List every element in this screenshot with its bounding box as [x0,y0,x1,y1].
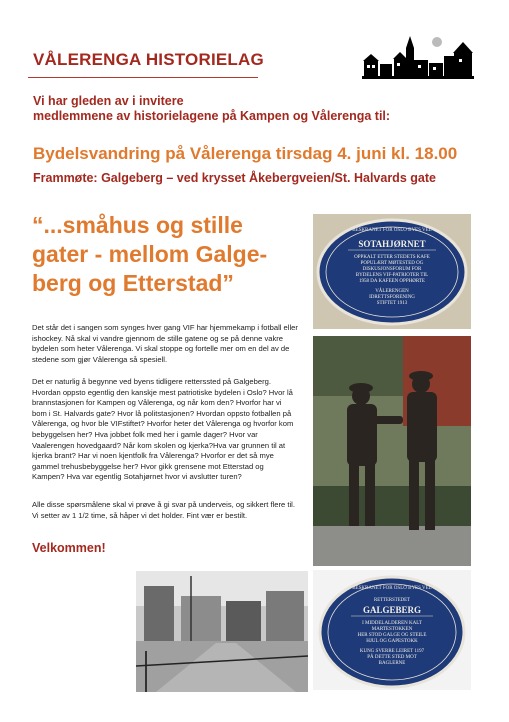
meeting-point: Frammøte: Galgeberg – ved krysset Åkebergveien/St. Halvards gate [33,171,436,185]
street-graphic [136,571,308,692]
plaque-line: PÅ DETTE STED MOT [367,655,417,660]
plaque-line: POPULÆRT MØTESTED OG [360,261,424,266]
skyline-logo [362,30,474,80]
invitation-text [33,94,413,124]
statue-photo [313,336,471,566]
street-photo [136,571,308,692]
plaque-line: KUNG SVERRE LEIRET 1197 [359,649,425,654]
plaque-line: STIFTET 1913 [376,301,408,306]
plaque-title: SOTAHJØRNET [358,239,426,249]
plaque-ring-text: BESKRANET FOR OSLO BYES VEL [352,228,432,233]
body-paragraph-3: Alle disse spørsmålene skal vi prøve å gi svar på underveis, og sikkert flere til. Vi setter av 1 1/2 time, så håper vi det holder. Fint vær er bestilt. [32,500,295,520]
plaque-subtitle: RETTERSTEDET [374,598,410,603]
statue-graphic [313,336,471,566]
event-title: Bydelsvandring på Vålerenga tirsdag 4. juni kl. 18.00 [33,144,458,163]
quote-line-3: berg og Etterstad” [32,270,234,296]
invitation-line-1: Vi har gleden av i invitere [33,94,184,108]
welcome-text: Velkommen! [32,541,106,555]
body-paragraph-2: Det er naturlig å begynne ved byens tidligere retterssted på Galgeberg. Hvordan oppsto egentlig den kanskje mest patriotiske bydelen i Oslo? Hvor lå brannstasjonen for Kampen og Vålerenga, og når kom den? Hvorfor har vi bom i St. Halvards gate? Hvor lå politstasjonen? Hvordan oppsto fotballen på Vålerenga, og hvor ble VIFstiftet? Hvorfor heter det Vålerenga og hvorfor kom bebyggelsen her? Hva jobbet folk med her i gamle dager? Hvor var Vaalerengen hovedgaard? Når kom skolen og kjerka?Hva var grunnen til at kjerka brant? Har vi noen kjentfolk fra Vålerenga? Hvorfor er det så mye gammel trehusbebyggelse her? Hvor gikk grensene mot Etterstad og Kampen? Hva var egentlig Sotahjørnet hvor vi avslutter turen? [32,377,294,482]
galgeberg-plaque-photo [313,570,471,690]
plaque-ring-text: BESKRANET FOR OSLO BYES VEL [352,586,432,591]
plaque-graphic [313,570,471,690]
song-quote [32,211,297,298]
sotahjornet-plaque-photo [313,214,471,329]
quote-line-1: “...småhus og stille [32,212,243,238]
plaque-line: OPPKALT ETTER STEDETS KAFE [354,255,430,260]
invitation-line-2: medlemmene av historielagene på Kampen og Vålerenga til: [33,109,391,123]
plaque-line: MARTESTOKKEN [371,627,413,632]
plaque-line: IDRETTSFORENING [369,295,415,300]
org-title: VÅLERENGA HISTORIELAG [33,50,264,69]
header-divider [28,77,258,78]
plaque-line: BYDELENS VIF-PATRIOTER TIL [355,273,429,278]
plaque-line: VÅLERENGEN [375,289,409,294]
plaque-line: DISKUSJONSFORUM FOR [362,267,422,272]
plaque-line: BAGLERNE [378,661,406,666]
plaque-graphic [313,214,471,329]
body-paragraph-1: Det står det i sangen som synges hver gang VIF har hjemmekamp i fotball eller ishockey. Nå skal vi vandre gjennom de stille gatene og se på denne vakre bydelen som heter Vålerenga. Vi skal stoppe og fortelle mer om en del av de stedene som gjør Vålerenga så spesiell. [32,323,298,364]
plaque-title: GALGEBERG [362,605,422,615]
plaque-line: HER STOD GALGE OG STEILE [357,633,427,638]
plaque-line: 1958 DA KAFEEN OPPHØRTE [359,279,425,284]
plaque-line: I MIDDELALDEREN KALT [362,621,422,626]
plaque-line: HJUL OG GAPESTOKK [366,639,418,644]
quote-line-2: gater - mellom Galge- [32,241,268,267]
